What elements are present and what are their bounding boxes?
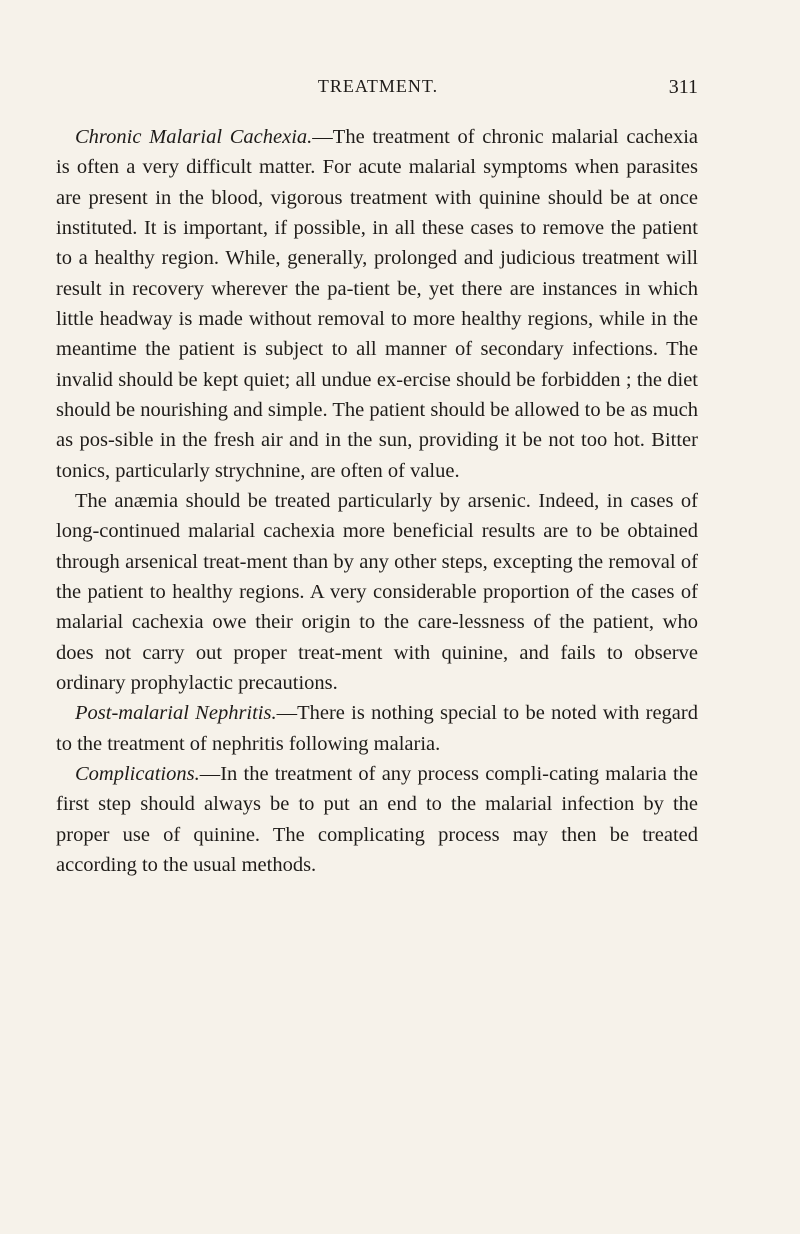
paragraph-text: The anæmia should be treated particularly by arsenic. Indeed, in cases of long-continued malarial cachexia more beneficial results are to be obtained through arsenical treat-ment than by any other steps, excepting the removal of the patient to healthy regions. A very considerable proportion of the cases of malarial cachexia owe their origin to the care-lessness of the patient, who does not carry out proper treat-ment with quinine, and fails to observe ordinary prophylactic precautions.	[56, 489, 698, 694]
paragraph-chronic-malarial-cachexia	[56, 122, 698, 486]
section-heading-complications: Complications.	[75, 762, 200, 785]
paragraph-text: —The treatment of chronic malarial cachexia is often a very difficult matter. For acute malarial symptoms when parasites are present in the blood, vigorous treatment with quinine should be at once instituted. It is important, if possible, in all these cases to remove the patient to a healthy region. While, generally, prolonged and judicious treatment will result in recovery wherever the pa-tient be, yet there are instances in which little headway is made without removal to more healthy regions, while in the meantime the patient is subject to all manner of secondary infections. The invalid should be kept quiet; all undue ex-ercise should be forbidden ; the diet should be nourishing and simple. The patient should be allowed to be as much as pos-sible in the fresh air and in the sun, providing it be not too hot. Bitter tonics, particularly strychnine, are often of value.	[56, 126, 699, 482]
section-heading-post-malarial-nephritis: Post-malarial Nephritis.	[75, 702, 277, 725]
section-heading-chronic-malarial-cachexia: Chronic Malarial Cachexia.	[75, 126, 313, 148]
paragraph-text: —In the treatment of any process compli-cating malaria the first step should always be to put an end to the malarial infection by the proper use of quinine. The complicating process may then be treated according to the usual methods.	[56, 762, 698, 876]
running-title: TREATMENT.	[317, 76, 439, 96]
paragraph-text: —There is nothing special to be noted with regard to the treatment of nephritis following malaria.	[56, 702, 698, 755]
paragraph-anaemia-treatment	[56, 486, 698, 698]
page-header	[58, 76, 698, 106]
paragraph-post-malarial-nephritis	[56, 698, 698, 759]
page-content	[56, 122, 698, 880]
paragraph-complications	[56, 759, 698, 880]
page-number: 311	[668, 76, 698, 98]
